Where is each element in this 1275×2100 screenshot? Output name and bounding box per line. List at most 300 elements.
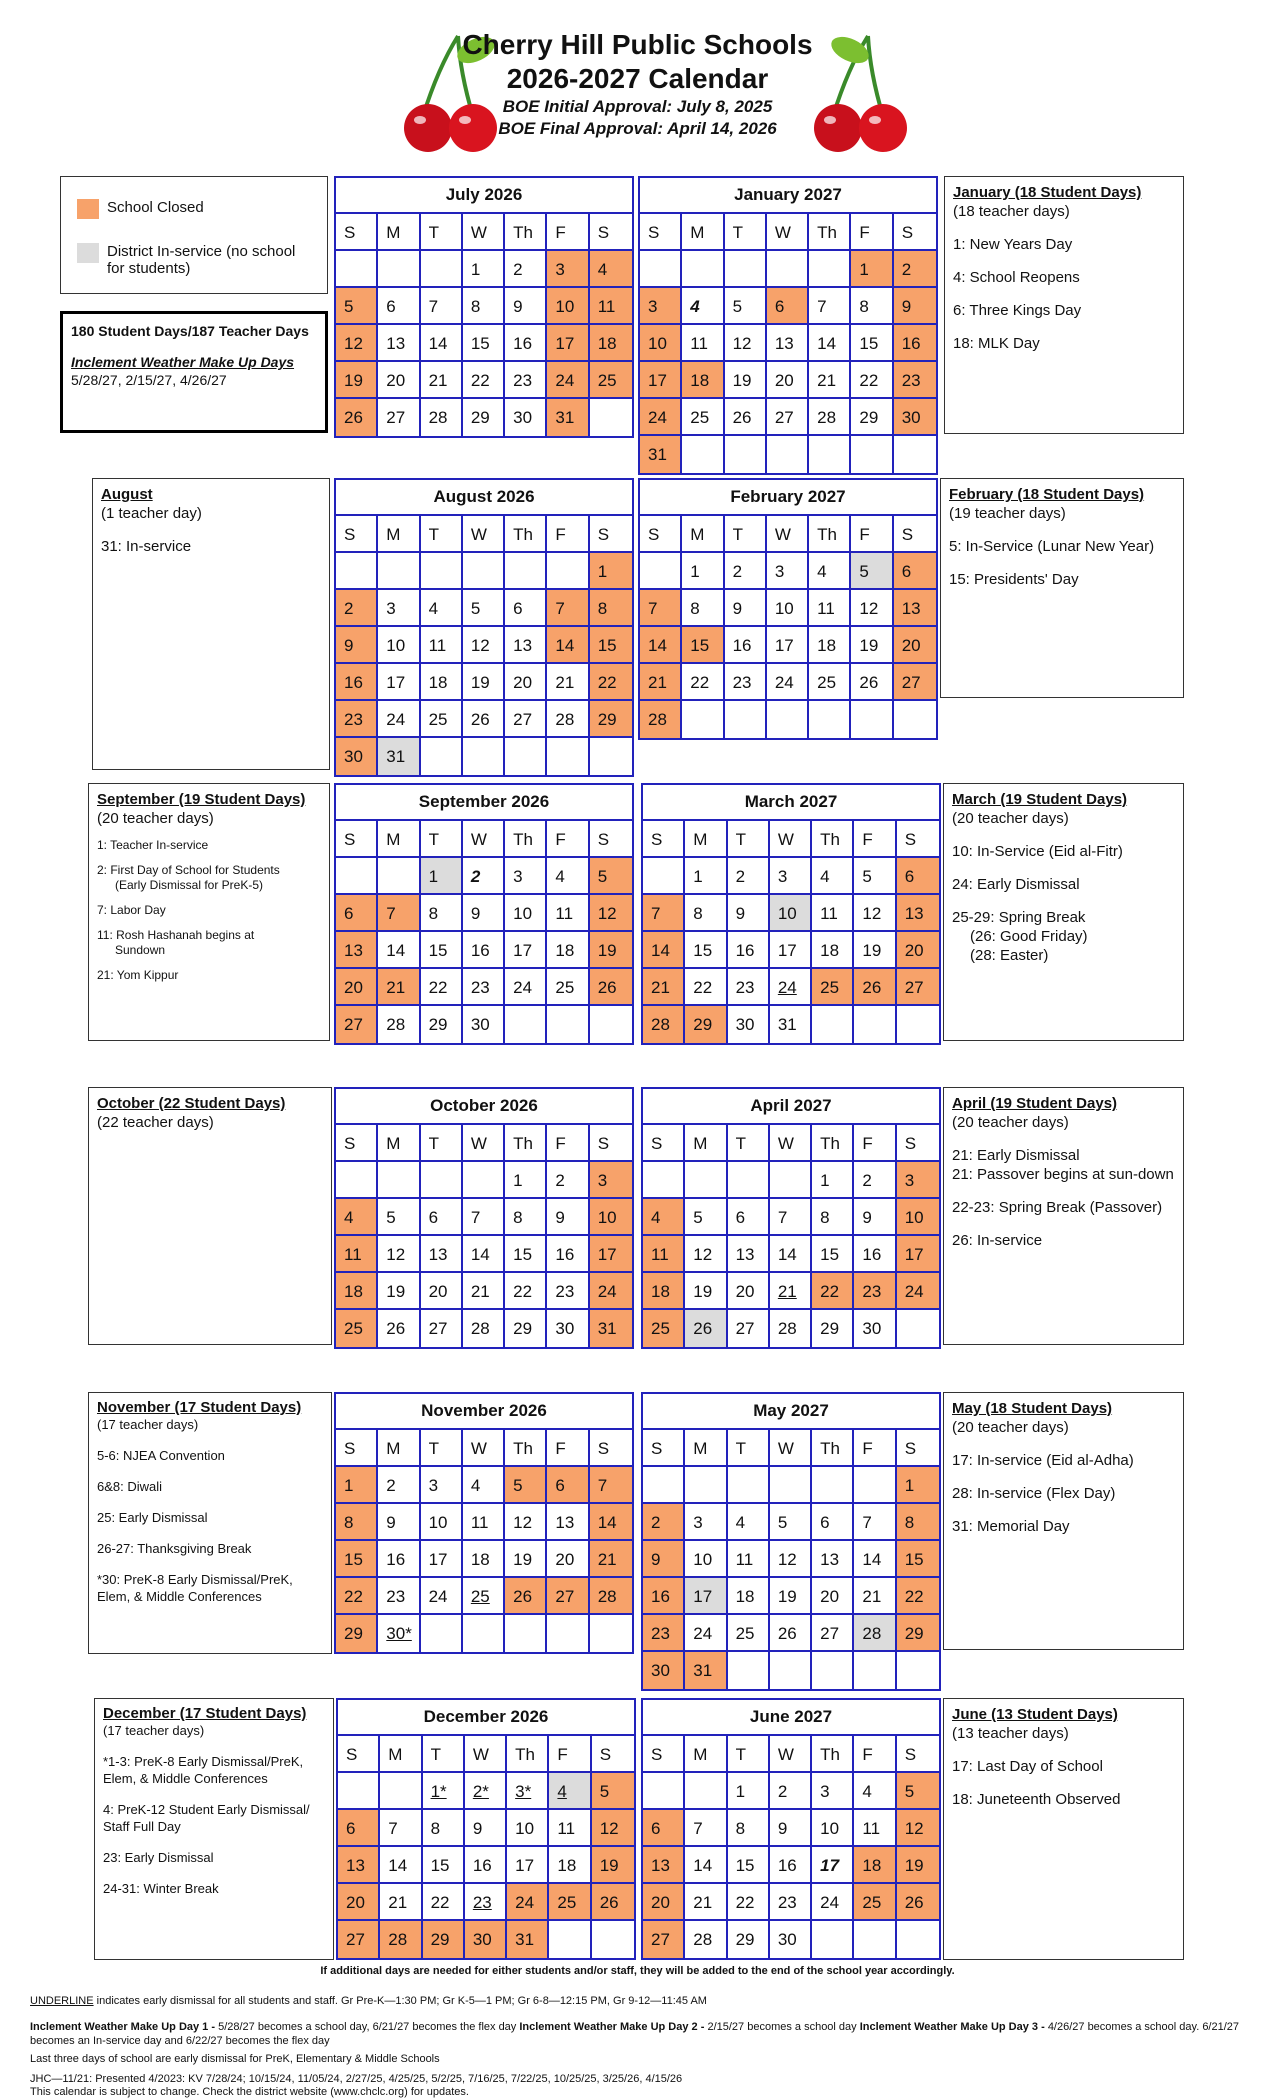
day-number: 14	[597, 1513, 617, 1532]
note-item: 4: School Reopens	[953, 269, 1080, 286]
day-cell	[505, 1162, 547, 1199]
day-number: 1*	[430, 1782, 447, 1801]
day-cell	[592, 1773, 634, 1810]
day-number: 11	[344, 1245, 362, 1264]
day-cell	[547, 325, 589, 362]
notes-november-title: November (17 Student Days)	[97, 1399, 302, 1416]
day-cell	[682, 553, 724, 590]
day-number: 12	[862, 904, 882, 923]
day-cell	[812, 1810, 854, 1847]
weekday-header: Th	[812, 821, 854, 858]
day-number: 7	[862, 1513, 872, 1532]
day-number: 1	[820, 1171, 830, 1190]
day-number: 27	[344, 1015, 363, 1034]
day-cell	[463, 325, 505, 362]
empty-day-cell	[897, 1006, 939, 1043]
month-grid	[643, 1430, 939, 1689]
underline-text: indicates early dismissal for all students and staff. Gr Pre-K—1:30 PM; Gr K-5—1 PM; Gr 6-8—12:15 PM, Gr 9-12—11:45 AM	[93, 1995, 707, 2007]
empty-day-cell	[685, 1467, 727, 1504]
day-number: 16	[651, 1587, 670, 1606]
month-calendar	[334, 176, 634, 438]
day-cell	[547, 858, 589, 895]
day-cell	[728, 1273, 770, 1310]
weekday-header: F	[851, 214, 893, 251]
empty-day-cell	[505, 553, 547, 590]
weekday-header: M	[378, 1430, 420, 1467]
notes-april	[943, 1087, 1184, 1345]
day-number: 9	[901, 297, 912, 316]
day-number: 10	[648, 334, 667, 353]
day-cell	[897, 1615, 939, 1652]
day-cell	[894, 399, 936, 436]
weekday-header: S	[336, 214, 378, 251]
day-cell	[728, 1615, 770, 1652]
day-number: 16	[735, 941, 755, 960]
day-number: 2	[862, 1171, 872, 1190]
day-number: 7	[428, 297, 439, 316]
day-number: 13	[904, 904, 924, 923]
day-cell	[809, 288, 851, 325]
empty-day-cell	[380, 1773, 422, 1810]
month-grid	[336, 1430, 632, 1652]
day-cell	[770, 1847, 812, 1884]
legend-inservice-label: District In-service (no school for students)	[107, 243, 296, 277]
day-cell	[336, 1615, 378, 1652]
day-cell	[809, 590, 851, 627]
day-number: 26	[344, 408, 363, 427]
weekday-header: F	[854, 1430, 896, 1467]
day-number: 8	[428, 904, 439, 923]
day-cell	[463, 1199, 505, 1236]
note-item: 26-27: Thanksgiving Break	[97, 1541, 252, 1556]
day-cell	[592, 1884, 634, 1921]
note-item: 2: First Day of School for Students	[97, 863, 280, 877]
day-cell	[725, 288, 767, 325]
empty-day-cell	[640, 251, 682, 288]
empty-day-cell	[897, 1310, 939, 1347]
student-days-box	[60, 311, 328, 433]
day-number: 26	[513, 1587, 533, 1606]
day-cell	[421, 895, 463, 932]
day-cell	[378, 1504, 420, 1541]
weekday-header: Th	[505, 516, 547, 553]
day-number: 4	[555, 867, 565, 886]
day-cell	[421, 1467, 463, 1504]
day-cell	[809, 399, 851, 436]
day-cell	[854, 1615, 896, 1652]
weekday-header: F	[854, 821, 896, 858]
day-number: 20	[513, 673, 533, 692]
approval-final: BOE Final Approval: April 14, 2026	[498, 119, 777, 138]
day-cell	[643, 1921, 685, 1958]
day-number: 16	[555, 1245, 575, 1264]
day-cell	[770, 1199, 812, 1236]
day-cell	[767, 325, 809, 362]
month-title: May 2027	[643, 1394, 939, 1430]
day-cell	[854, 1162, 896, 1199]
day-number: 17	[693, 1587, 713, 1606]
note-item: 21: Yom Kippur	[97, 968, 179, 982]
day-number: 16	[470, 941, 490, 960]
empty-day-cell	[421, 738, 463, 775]
day-number: 20	[344, 978, 363, 997]
day-number: 27	[428, 1319, 448, 1338]
day-cell	[336, 288, 378, 325]
day-number: 13	[386, 334, 406, 353]
day-cell	[463, 1006, 505, 1043]
day-cell	[590, 1236, 632, 1273]
month-title: June 2027	[643, 1700, 939, 1736]
day-number: 11	[555, 904, 574, 923]
day-cell	[728, 1006, 770, 1043]
approval-initial: BOE Initial Approval: July 8, 2025	[502, 97, 773, 116]
day-number: 11	[735, 1550, 754, 1569]
day-cell	[728, 1199, 770, 1236]
day-number: 14	[648, 636, 667, 655]
day-cell	[685, 1273, 727, 1310]
month-grid	[643, 1736, 939, 1958]
day-number: 2	[470, 867, 481, 886]
day-number: 20	[904, 941, 924, 960]
day-cell	[380, 1847, 422, 1884]
day-number: 14	[693, 1856, 713, 1875]
note-item: 25: Early Dismissal	[97, 1510, 208, 1525]
weekday-header: T	[421, 1125, 463, 1162]
empty-day-cell	[682, 251, 724, 288]
notes-september-sub: (20 teacher days)	[97, 810, 214, 827]
empty-day-cell	[338, 1773, 380, 1810]
weekday-header: S	[592, 1736, 634, 1773]
day-cell	[507, 1921, 549, 1958]
day-cell	[505, 590, 547, 627]
weekday-header: S	[894, 214, 936, 251]
day-cell	[378, 288, 420, 325]
day-cell	[380, 1810, 422, 1847]
day-number: 14	[862, 1550, 882, 1569]
empty-day-cell	[643, 858, 685, 895]
day-number: 3	[774, 562, 785, 581]
month-calendar	[334, 1392, 634, 1654]
day-cell	[854, 1310, 896, 1347]
weekday-header: S	[897, 821, 939, 858]
day-number: 19	[732, 371, 752, 390]
weekday-header: S	[336, 821, 378, 858]
day-number: 9	[735, 904, 746, 923]
month-calendar	[334, 783, 634, 1045]
weekday-header: W	[767, 516, 809, 553]
empty-day-cell	[421, 1615, 463, 1652]
empty-day-cell	[851, 701, 893, 738]
day-cell	[590, 932, 632, 969]
day-number: 6	[386, 297, 396, 316]
day-number: 27	[820, 1624, 840, 1643]
day-number: 19	[693, 1282, 713, 1301]
weekday-header: T	[728, 1125, 770, 1162]
weekday-header: M	[685, 1736, 727, 1773]
weekday-header: S	[894, 516, 936, 553]
day-number: 14	[555, 636, 575, 655]
day-number: 2	[555, 1171, 565, 1190]
day-number: 7	[693, 1819, 703, 1838]
day-cell	[640, 399, 682, 436]
day-number: 28	[693, 1930, 713, 1949]
day-number: 29	[513, 1319, 533, 1338]
weekday-header: M	[685, 1125, 727, 1162]
day-cell	[770, 1884, 812, 1921]
day-cell	[590, 1273, 632, 1310]
day-cell	[643, 1847, 685, 1884]
day-cell	[643, 1236, 685, 1273]
day-cell	[728, 895, 770, 932]
day-number: 17	[428, 1550, 448, 1569]
day-cell	[549, 1810, 591, 1847]
day-cell	[590, 1578, 632, 1615]
day-number: 23	[555, 1282, 575, 1301]
day-number: 1	[428, 867, 439, 886]
day-number: 24	[513, 978, 533, 997]
day-cell	[897, 1467, 939, 1504]
day-number: 15	[820, 1245, 840, 1264]
day-cell	[812, 1199, 854, 1236]
notes-may-title: May (18 Student Days)	[952, 1400, 1113, 1417]
makeup3-label: Inclement Weather Make Up Day 3 -	[859, 2021, 1048, 2033]
day-cell	[547, 932, 589, 969]
day-cell	[812, 1615, 854, 1652]
notes-february	[940, 478, 1184, 698]
day-cell	[590, 1310, 632, 1347]
day-number: 29	[470, 408, 490, 427]
legend-closed-label: School Closed	[107, 199, 204, 216]
day-number: 8	[693, 904, 703, 923]
notes-june	[943, 1698, 1184, 1960]
day-cell	[465, 1884, 507, 1921]
weekday-header: Th	[507, 1736, 549, 1773]
day-number: 12	[597, 904, 617, 923]
day-number: 21	[386, 978, 406, 997]
day-number: 22	[430, 1893, 450, 1912]
day-cell	[590, 1162, 632, 1199]
day-cell	[421, 1236, 463, 1273]
weekday-header: T	[421, 516, 463, 553]
note-item: 6: Three Kings Day	[953, 302, 1082, 319]
day-number: 23	[472, 1893, 492, 1912]
day-number: 31	[693, 1661, 713, 1680]
empty-day-cell	[590, 399, 632, 436]
day-cell	[851, 325, 893, 362]
empty-day-cell	[728, 1162, 770, 1199]
day-number: 30	[651, 1661, 670, 1680]
day-cell	[770, 1615, 812, 1652]
day-cell	[421, 1273, 463, 1310]
weekday-header: M	[378, 821, 420, 858]
day-cell	[894, 627, 936, 664]
day-cell	[590, 895, 632, 932]
notes-may-sub: (20 teacher days)	[952, 1419, 1069, 1436]
day-cell	[547, 251, 589, 288]
day-number: 18	[555, 941, 575, 960]
day-cell	[421, 325, 463, 362]
day-number: 3	[777, 867, 788, 886]
weekday-header: W	[767, 214, 809, 251]
day-cell	[547, 1578, 589, 1615]
note-item: 6&8: Diwali	[97, 1479, 163, 1494]
day-number: 4	[470, 1476, 481, 1495]
day-number: 4	[817, 562, 827, 581]
notes-april-title: April (19 Student Days)	[952, 1095, 1118, 1112]
day-number: 28	[597, 1587, 617, 1606]
day-number: 5	[862, 867, 872, 886]
empty-day-cell	[812, 1652, 854, 1689]
notes-january	[944, 176, 1184, 434]
day-number: 24	[515, 1893, 535, 1912]
day-number: 18	[651, 1282, 670, 1301]
day-number: 13	[651, 1856, 670, 1875]
day-cell	[549, 1884, 591, 1921]
day-number: 6	[346, 1819, 356, 1838]
day-cell	[728, 1310, 770, 1347]
day-number: 26	[597, 978, 617, 997]
notes-april-sub: (20 teacher days)	[952, 1114, 1069, 1131]
day-cell	[725, 664, 767, 701]
weekday-header: W	[770, 1736, 812, 1773]
day-cell	[643, 1615, 685, 1652]
day-cell	[685, 858, 727, 895]
day-number: 21	[470, 1282, 490, 1301]
day-cell	[465, 1921, 507, 1958]
day-number: 22	[690, 673, 710, 692]
month-grid	[643, 1125, 939, 1347]
empty-day-cell	[336, 1162, 378, 1199]
month-calendar	[641, 1087, 941, 1349]
day-number: 1	[904, 1476, 915, 1495]
day-number: 5	[470, 599, 481, 618]
day-cell	[767, 664, 809, 701]
day-cell	[685, 895, 727, 932]
empty-day-cell	[336, 858, 378, 895]
empty-day-cell	[682, 701, 724, 738]
day-cell	[423, 1884, 465, 1921]
day-cell	[505, 251, 547, 288]
day-number: 19	[386, 1282, 406, 1301]
day-number: 5	[597, 867, 608, 886]
note-item: 17: In-service (Eid al-Adha)	[952, 1452, 1134, 1469]
day-cell	[685, 1504, 727, 1541]
day-number: 12	[904, 1819, 924, 1838]
notes-september	[88, 783, 330, 1041]
day-number: 15	[513, 1245, 533, 1264]
day-cell	[897, 1162, 939, 1199]
empty-day-cell	[547, 553, 589, 590]
day-number: 2	[735, 867, 746, 886]
day-cell	[643, 1199, 685, 1236]
weekday-header: F	[851, 516, 893, 553]
day-number: 8	[735, 1819, 746, 1838]
day-cell	[643, 1273, 685, 1310]
notes-october	[88, 1087, 332, 1345]
day-cell	[423, 1921, 465, 1958]
weekday-header: F	[547, 1430, 589, 1467]
day-cell	[770, 1006, 812, 1043]
day-number: 6	[555, 1476, 565, 1495]
day-number: 18	[735, 1587, 755, 1606]
weekday-header: S	[590, 1125, 632, 1162]
day-number: 23	[513, 371, 533, 390]
day-cell	[809, 627, 851, 664]
day-number: 28	[648, 710, 667, 729]
day-cell	[640, 664, 682, 701]
empty-day-cell	[590, 1006, 632, 1043]
day-cell	[590, 627, 632, 664]
day-cell	[812, 1541, 854, 1578]
day-number: 25	[690, 408, 710, 427]
weekday-header: S	[336, 516, 378, 553]
weekday-header: T	[421, 1430, 463, 1467]
day-cell	[590, 288, 632, 325]
day-cell	[505, 664, 547, 701]
day-number: 17	[904, 1245, 924, 1264]
day-number: 2	[732, 562, 743, 581]
day-number: 9	[470, 904, 481, 923]
day-number: 17	[515, 1856, 535, 1875]
day-number: 16	[344, 673, 363, 692]
day-number: 22	[513, 1282, 533, 1301]
day-number: 26	[904, 1893, 924, 1912]
day-number: 8	[859, 297, 869, 316]
day-cell	[812, 1847, 854, 1884]
day-number: 27	[555, 1587, 575, 1606]
makeup3-text: 4/26/27 becomes a school day. 6/21/27 becomes an In-service day and 6/22/27 becomes the flex day	[30, 2021, 1240, 2047]
empty-day-cell	[809, 436, 851, 473]
empty-day-cell	[682, 436, 724, 473]
day-number: 21	[428, 371, 448, 390]
day-cell	[378, 969, 420, 1006]
empty-day-cell	[854, 1652, 896, 1689]
day-number: 5	[386, 1208, 396, 1227]
month-title: April 2027	[643, 1089, 939, 1125]
day-cell	[378, 1006, 420, 1043]
day-cell	[854, 1847, 896, 1884]
day-cell	[507, 1847, 549, 1884]
empty-day-cell	[812, 1467, 854, 1504]
day-cell	[897, 1847, 939, 1884]
day-number: 30	[555, 1319, 575, 1338]
empty-day-cell	[725, 251, 767, 288]
day-number: 26	[693, 1319, 713, 1338]
day-cell	[463, 251, 505, 288]
day-cell	[685, 1541, 727, 1578]
day-number: 17	[648, 371, 667, 390]
day-cell	[812, 1884, 854, 1921]
day-cell	[685, 969, 727, 1006]
empty-day-cell	[812, 1921, 854, 1958]
day-cell	[854, 1273, 896, 1310]
day-cell	[854, 1578, 896, 1615]
day-cell	[851, 664, 893, 701]
day-cell	[894, 553, 936, 590]
day-number: 7	[817, 297, 827, 316]
day-number: 5	[859, 562, 869, 581]
day-number: 19	[777, 1587, 797, 1606]
day-number: 30	[470, 1015, 490, 1034]
day-number: 24	[555, 371, 575, 390]
day-number: 20	[651, 1893, 670, 1912]
day-cell	[336, 701, 378, 738]
day-number: 18	[690, 371, 710, 390]
empty-day-cell	[547, 1615, 589, 1652]
day-number: 7	[777, 1208, 788, 1227]
month-calendar	[641, 1392, 941, 1691]
day-number: 31	[515, 1930, 535, 1949]
